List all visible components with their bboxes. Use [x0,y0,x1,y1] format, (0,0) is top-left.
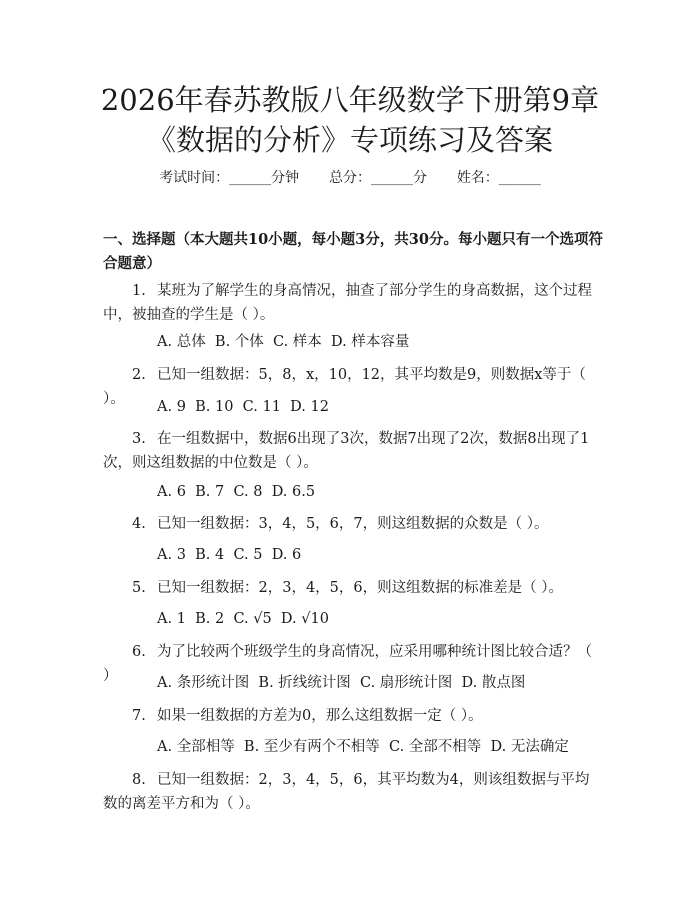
question-4 [103,512,600,536]
question-8 [103,768,600,816]
question-text: 如果一组数据的方差为0，那么这组数据一定（ ）。 [157,708,483,724]
question-text: 为了比较两个班级学生的身高情况，应采用哪种统计图比较合适？（ ） [103,644,592,684]
question-text: 在一组数据中，数据6出现了3次，数据7出现了2次，数据8出现了1次，则这组数据的中位数是（ ）。 [103,431,590,471]
exam-total-score: 总分：______分 [329,170,427,186]
question-1 [103,279,600,327]
question-number: 3. [132,431,146,447]
page-title: 2026年春苏教版八年级数学下册第9章《数据的分析》专项练习及答案 [100,83,600,157]
question-5 [103,576,600,600]
question-text: 已知一组数据：3，4，5，6，7，则这组数据的众数是（ ）。 [157,516,549,532]
question-3-options: A. 6 B. 7 C. 8 D. 6.5 [157,484,316,500]
question-number: 6. [132,644,146,660]
question-2-options: A. 9 B. 10 C. 11 D. 12 [157,399,329,415]
question-7-options: A. 全部相等 B. 至少有两个不相等 C. 全部不相等 D. 无法确定 [157,739,569,755]
question-text: 某班为了解学生的身高情况，抽查了部分学生的身高数据，这个过程中，被抽查的学生是（ ）。 [103,283,592,323]
question-number: 4. [132,516,146,532]
question-number: 1. [132,283,146,299]
question-6-options: A. 条形统计图 B. 折线统计图 C. 扇形统计图 D. 散点图 [157,675,526,691]
question-3 [103,427,600,475]
section-heading: 一、选择题（本大题共10小题，每小题3分，共30分。每小题只有一个选项符合题意） [103,231,603,272]
question-number: 2. [132,367,146,383]
question-5-options: A. 1 B. 2 C. √5 D. √10 [157,611,329,627]
question-number: 7. [132,708,146,724]
question-number: 5. [132,580,146,596]
question-text: 已知一组数据：2，3，4，5，6，则这组数据的标准差是（ ）。 [157,580,563,596]
question-7 [103,704,600,728]
question-4-options: A. 3 B. 4 C. 5 D. 6 [157,547,302,563]
question-number: 8. [132,772,146,788]
exam-time: 考试时间：______分钟 [159,170,300,186]
exam-meta [0,168,700,188]
question-text: 已知一组数据：5，8，x，10，12，其平均数是9，则数据x等于（ ）。 [103,367,586,407]
question-1-options: A. 总体 B. 个体 C. 样本 D. 样本容量 [157,334,410,350]
question-text: 已知一组数据：2，3，4，5，6，其平均数为4，则该组数据与平均数的离差平方和为（ ）。 [103,772,590,812]
exam-student-name: 姓名：______ [456,170,541,186]
